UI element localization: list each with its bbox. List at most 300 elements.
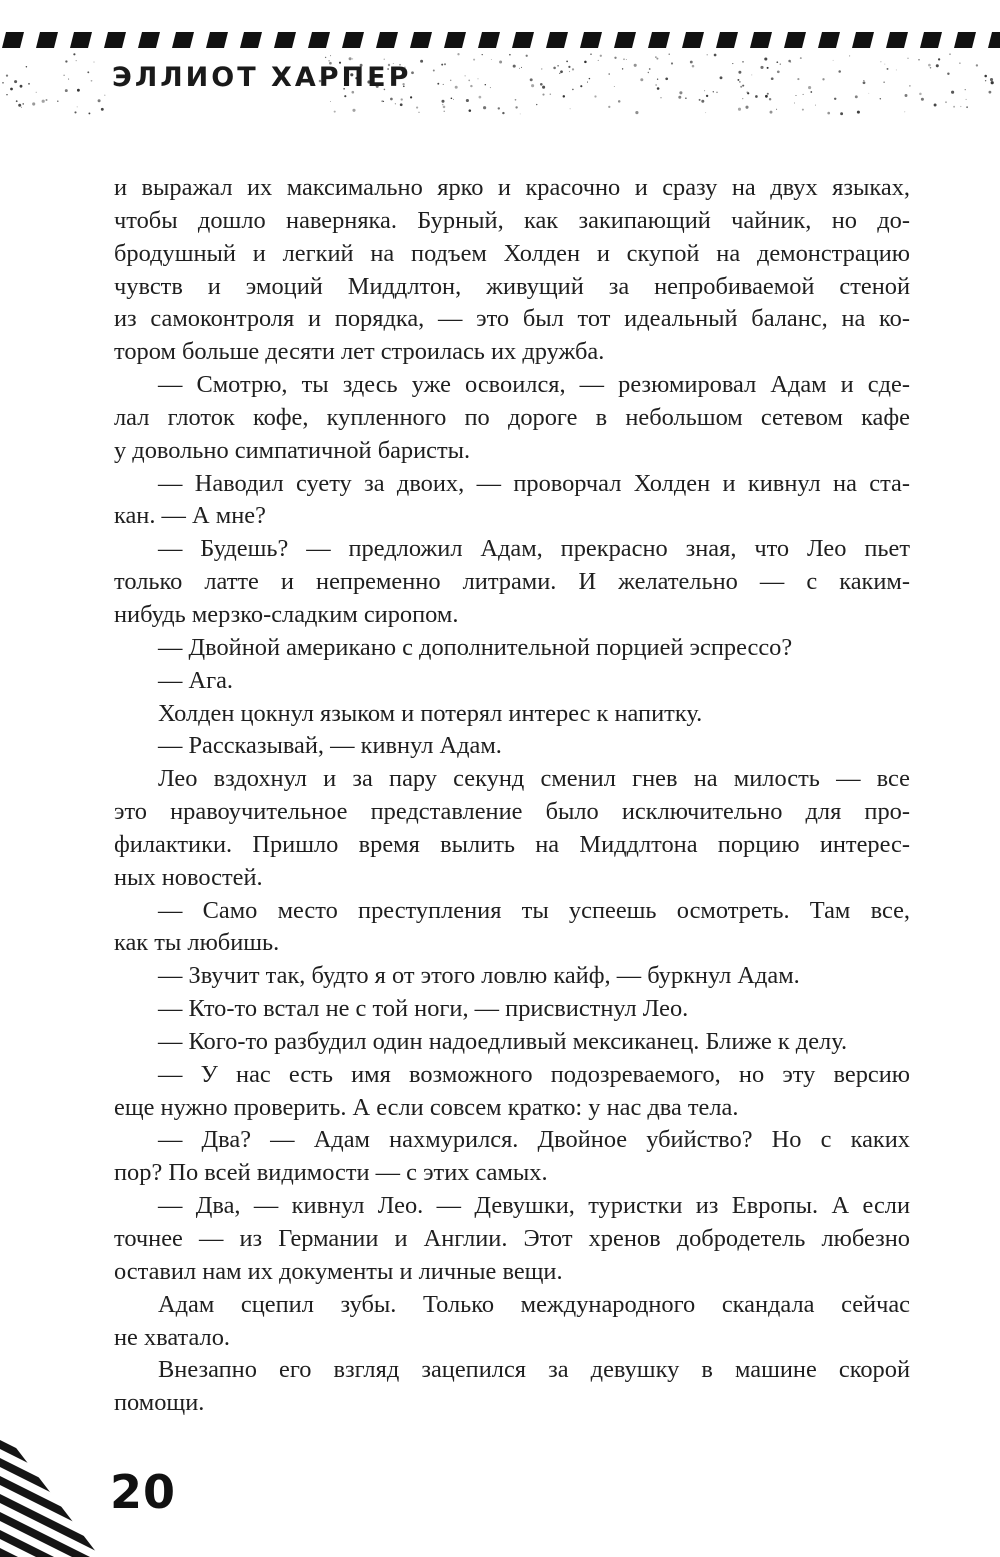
text-line: — Кто-то встал не с той ноги, — присвистнул Лео. [158, 995, 689, 1023]
speck [584, 61, 587, 64]
speck [352, 109, 355, 112]
dash-segment [580, 32, 602, 48]
speck [490, 87, 491, 88]
speck [745, 106, 748, 109]
dash-segment [750, 32, 772, 48]
speck [515, 106, 517, 108]
speck [42, 100, 45, 103]
speck [800, 57, 802, 59]
speck [441, 100, 444, 103]
speck [530, 78, 533, 81]
text-line: лал глоток кофе, купленного по дороге в небольшом сетевом кафе [114, 403, 910, 431]
speck [776, 109, 777, 110]
speck [770, 111, 773, 114]
speck [411, 71, 414, 74]
speck [765, 95, 768, 98]
speck [634, 64, 637, 67]
speck [442, 104, 443, 105]
speck [849, 55, 850, 56]
speck [101, 108, 104, 111]
speck [657, 87, 660, 90]
text-line: — У нас есть имя возможного подозреваемого, но эту версию [158, 1060, 910, 1088]
speck [580, 85, 582, 87]
page-number: 20 [110, 1465, 177, 1519]
text-line: Лео вздохнул и за пару секунд сменил гнев на милость — все [158, 765, 910, 793]
dash-segment [478, 32, 500, 48]
speck [991, 81, 994, 84]
speck [87, 71, 89, 73]
speck [10, 88, 13, 91]
speck [491, 59, 492, 60]
speck [569, 71, 570, 72]
speck [665, 77, 668, 80]
speck [450, 80, 451, 81]
speck [550, 94, 551, 95]
speck [838, 70, 841, 73]
speck [657, 79, 658, 80]
dash-segment [70, 32, 92, 48]
speck [623, 58, 625, 60]
speck [433, 70, 435, 72]
speck [334, 111, 336, 113]
speck [822, 78, 824, 80]
speck [74, 111, 76, 113]
speck [976, 64, 978, 66]
speck [563, 95, 565, 97]
dash-segment [342, 32, 364, 48]
speck [810, 91, 812, 93]
text-line: — Будешь? — предложил Адам, прекрасно зная, что Лео пьет [158, 535, 910, 563]
speck [959, 62, 961, 64]
speck [401, 98, 403, 100]
speck [656, 58, 658, 60]
text-line: и выражал их максимально ярко и красочно и сразу на двух языках, [114, 174, 910, 201]
speck [608, 73, 610, 75]
dash-segment [886, 32, 908, 48]
speck [966, 106, 968, 108]
text-line: — Наводил суету за двоих, — проворчал Холден и кивнул на ста- [158, 469, 910, 497]
speck [747, 92, 749, 94]
dash-segment [240, 32, 262, 48]
speck [441, 64, 443, 66]
text-line: бродушный и легкий на подъем Холден и скупой на демонстрацию [114, 239, 910, 267]
speck [344, 95, 346, 97]
speck [701, 100, 704, 103]
speck [934, 104, 937, 107]
speck [705, 112, 706, 113]
speck [65, 60, 67, 62]
dash-segment [546, 32, 568, 48]
text-line: чтобы дошло наверняка. Бурный, как закипающий чайник, но до- [114, 206, 910, 234]
text-line: — Смотрю, ты здесь уже освоился, — резюмировал Адам и сде- [158, 371, 910, 399]
speck [648, 72, 649, 73]
speck [738, 108, 741, 111]
speck [91, 80, 93, 82]
speck [46, 99, 48, 101]
speck [936, 64, 939, 67]
text-line: — Само место преступления ты успеешь осмотреть. Там все, [158, 896, 910, 924]
speck [760, 66, 763, 69]
dash-segment [308, 32, 330, 48]
speck [716, 92, 717, 93]
text-line: из самоконтроля и порядка, — это был тот идеальный баланс, на ко- [114, 305, 910, 333]
speck [390, 98, 393, 101]
dash-segment [852, 32, 874, 48]
speck [18, 104, 21, 107]
speck [68, 79, 69, 80]
speck [780, 63, 781, 64]
speck [330, 55, 331, 56]
speck [410, 96, 412, 98]
speck [572, 68, 574, 70]
text-line: нибудь мерзко-сладким сиропом. [114, 600, 459, 628]
text-line: тором больше десяти лет строилась их дружба. [114, 338, 605, 366]
speck [769, 98, 771, 100]
text-line: только латте и непременно литрами. И желательно — с каким- [114, 568, 910, 596]
speck [559, 73, 560, 74]
corner-stripe [0, 1440, 120, 1447]
speck [416, 107, 418, 109]
speck [622, 68, 623, 69]
speck [77, 106, 78, 107]
speck [570, 108, 571, 109]
text-line: — Рассказывай, — кивнул Адам. [158, 732, 502, 760]
speck [483, 106, 486, 109]
text-line: как ты любишь. [114, 929, 280, 957]
speck [947, 73, 949, 75]
speck [771, 77, 774, 80]
speck [938, 58, 940, 60]
text-line: — Звучит так, будто я от этого ловлю кайф, — буркнул Адам. [158, 962, 800, 990]
text-line: у довольно симпатичной баристы. [114, 436, 471, 464]
speck [349, 57, 352, 60]
text-line: Внезапно его взгляд зацепился за девушку в машине скорой [158, 1356, 910, 1384]
speck [909, 85, 910, 86]
speck [541, 68, 542, 69]
speck [395, 103, 396, 104]
speck [907, 58, 908, 59]
dash-segment [784, 32, 806, 48]
speck [671, 62, 673, 64]
speck [855, 95, 858, 98]
speck [863, 80, 864, 81]
speck [77, 89, 80, 92]
speck [330, 101, 331, 102]
speck [482, 54, 483, 55]
speck [21, 107, 22, 108]
text-line: — Два, — кивнул Лео. — Девушки, туристки из Европы. А если [158, 1192, 910, 1220]
speck [400, 103, 403, 106]
running-head-author: ЭЛЛИОТ ХАРПЕР [112, 62, 412, 93]
speck [513, 65, 516, 68]
speck [742, 61, 743, 62]
speck [930, 67, 932, 69]
text-line: Адам сцепил зубы. Только международного скандала сейчас [158, 1290, 910, 1318]
dash-segment [2, 32, 24, 48]
speck [945, 101, 947, 103]
text-line: ных новостей. [114, 863, 263, 891]
dash-segment [104, 32, 126, 48]
speck [509, 54, 511, 56]
speck [104, 95, 105, 96]
speck [714, 54, 717, 57]
speck [589, 78, 590, 79]
speck [566, 61, 568, 63]
speck [465, 75, 466, 76]
speck [437, 83, 439, 85]
speck [795, 95, 796, 96]
dash-segment [138, 32, 160, 48]
speck [755, 95, 758, 98]
speck [618, 100, 621, 103]
speck [989, 91, 992, 94]
speck [732, 63, 733, 64]
speck [690, 61, 693, 64]
speck [419, 112, 420, 113]
text-line: не хватало. [114, 1323, 231, 1351]
speck [531, 84, 534, 87]
speck [706, 95, 708, 97]
speck [443, 106, 446, 109]
speck [614, 57, 616, 59]
speck [352, 58, 353, 59]
speck [381, 100, 383, 102]
speck [536, 104, 537, 105]
speck [880, 61, 881, 62]
speck [990, 78, 993, 81]
speck [614, 86, 615, 87]
speck [16, 100, 18, 102]
speck [884, 64, 885, 65]
speck [470, 85, 472, 87]
text-line: это нравоучительное представление было исключительно для про- [114, 798, 910, 826]
speck [608, 106, 610, 108]
speck [679, 91, 682, 94]
speck [76, 60, 77, 61]
speck [65, 89, 68, 92]
speck [57, 100, 58, 101]
speck [26, 66, 27, 67]
speck [451, 97, 453, 99]
text-line: кан. — А мне? [114, 502, 266, 530]
speck [742, 98, 743, 99]
speck [827, 112, 830, 115]
dash-segment [410, 32, 432, 48]
speck [572, 89, 574, 91]
speck [443, 84, 444, 85]
speck [965, 89, 966, 90]
speck [951, 91, 954, 94]
speck [649, 68, 651, 70]
top-dashed-border [0, 30, 1000, 50]
speck [520, 113, 521, 114]
speck [14, 80, 17, 83]
speck [767, 93, 769, 95]
speck [626, 59, 627, 60]
speck [598, 60, 599, 61]
speck [600, 55, 602, 57]
speck [6, 94, 7, 95]
speck [751, 74, 752, 75]
dash-segment [172, 32, 194, 48]
speck [519, 68, 520, 69]
speck [635, 111, 638, 114]
speck [553, 67, 556, 70]
text-line: — Кого-то разбудил один надоедливый мексиканец. Ближе к делу. [158, 1027, 848, 1055]
dash-segment [920, 32, 942, 48]
speck [485, 84, 486, 85]
speck [692, 65, 695, 68]
speck [325, 57, 326, 58]
speck [478, 78, 479, 79]
speck [918, 59, 919, 60]
speck [704, 90, 705, 91]
speck [857, 111, 860, 114]
dash-segment [274, 32, 296, 48]
speck [420, 60, 423, 63]
speck [590, 54, 591, 55]
speck [834, 98, 836, 100]
speck [720, 76, 723, 79]
text-line: точнее — из Германии и Англии. Этот хренов добродетель любезно [114, 1225, 910, 1252]
speck [776, 61, 778, 63]
speck [94, 62, 95, 63]
speck [742, 85, 744, 87]
speck [863, 81, 866, 84]
speck [764, 57, 767, 60]
speck [803, 94, 804, 95]
speck [960, 106, 961, 107]
speck [28, 83, 30, 85]
speck [98, 99, 101, 102]
speck [457, 53, 459, 55]
dash-segment [206, 32, 228, 48]
speck [568, 66, 570, 68]
dash-segment [716, 32, 738, 48]
speck [919, 93, 922, 96]
speck [699, 99, 701, 101]
speck [594, 95, 596, 97]
speck [887, 68, 889, 70]
text-line: помощи. [114, 1389, 205, 1417]
speck [794, 102, 795, 103]
speck [678, 96, 681, 99]
speck [466, 99, 469, 102]
speck [737, 79, 739, 81]
speck [455, 86, 458, 89]
speck [840, 112, 843, 115]
dash-segment [818, 32, 840, 48]
speck [521, 67, 522, 68]
speck [738, 71, 741, 74]
speck [740, 86, 742, 88]
speck [540, 83, 543, 86]
text-line: Холден цокнул языком и потерял интерес к напитку. [158, 699, 703, 727]
speck [669, 54, 670, 55]
speck [777, 70, 780, 73]
speck [502, 112, 504, 114]
speck [515, 99, 517, 101]
dash-segment [614, 32, 636, 48]
speck [883, 82, 884, 83]
speck [444, 63, 446, 65]
speck [655, 84, 656, 85]
speck [767, 67, 769, 69]
speck [739, 81, 740, 82]
text-line: чувств и эмоций Миддлтон, живущий за непробиваемой стеной [114, 272, 910, 300]
text-line: оставил нам их документы и личные вещи. [114, 1257, 563, 1285]
speck [542, 86, 545, 89]
speck [953, 106, 955, 108]
dash-segment [444, 32, 466, 48]
dash-segment [36, 32, 58, 48]
corner-stripe [0, 1440, 120, 1483]
speck [469, 109, 472, 112]
text-line: — Два? — Адам нахмурился. Двойное убийство? Но с каких [158, 1126, 910, 1154]
speck [904, 111, 905, 112]
speck [660, 97, 661, 98]
corner-stripe [0, 1512, 120, 1557]
speck [880, 98, 881, 99]
speck [384, 59, 385, 60]
speck [468, 80, 470, 82]
speck [896, 69, 897, 70]
speck [73, 53, 75, 55]
dash-segment [954, 32, 976, 48]
speck [473, 59, 475, 61]
corner-stripe-decoration [0, 1440, 120, 1557]
text-line: пор? По всей видимости — с этих самых. [114, 1159, 548, 1187]
speck [499, 61, 502, 64]
dash-segment [376, 32, 398, 48]
dash-segment [648, 32, 670, 48]
speck [542, 94, 544, 96]
speck [905, 94, 908, 97]
speck [808, 86, 811, 89]
speck [479, 96, 482, 99]
speck [587, 82, 588, 83]
dash-segment [682, 32, 704, 48]
speck [707, 54, 708, 55]
speck [2, 82, 4, 84]
speck [921, 98, 924, 101]
text-line: — Ага. [158, 666, 234, 694]
speck [32, 102, 35, 105]
speck [498, 107, 500, 109]
speck [868, 93, 869, 94]
speck [928, 64, 931, 67]
speck [526, 55, 528, 57]
speck [833, 60, 834, 61]
speck [685, 97, 686, 98]
text-line: — Двойной американо с дополнительной порцией эспрессо? [158, 633, 793, 661]
text-line: еще нужно проверить. А если совсем кратко: у нас два тела. [114, 1093, 739, 1121]
speck [444, 111, 445, 112]
speck [6, 75, 8, 77]
dash-segment [512, 32, 534, 48]
speck [88, 112, 90, 114]
dash-segment [988, 32, 1000, 48]
speck [63, 75, 64, 76]
speck [797, 78, 799, 80]
speck [20, 85, 23, 88]
speck [655, 56, 656, 57]
body-text [114, 172, 910, 1420]
speck [640, 78, 643, 81]
speck [22, 103, 24, 105]
speck [36, 92, 37, 93]
speck [949, 53, 951, 55]
